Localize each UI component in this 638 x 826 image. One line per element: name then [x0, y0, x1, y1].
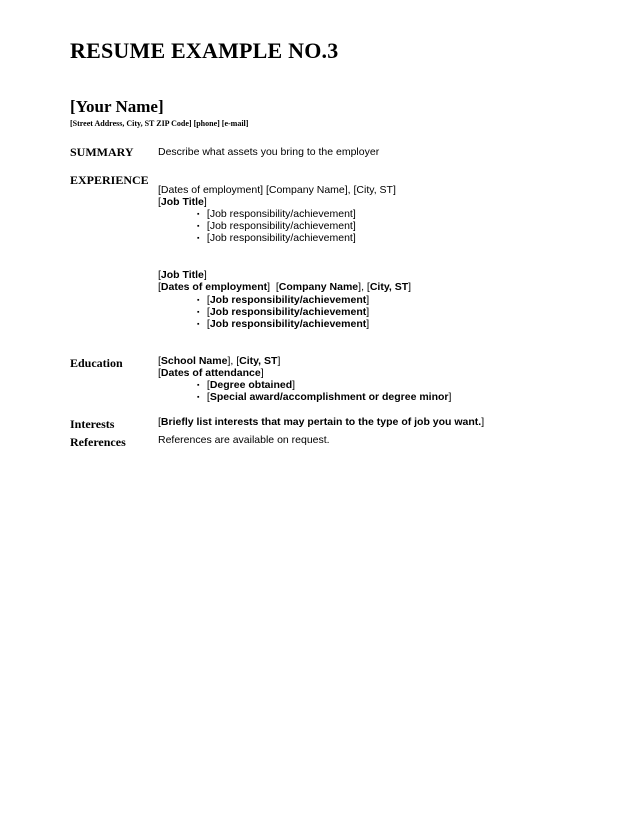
school-name: School Name	[160, 355, 228, 367]
job1-bullet-text: [Job responsibility/achievement]	[206, 220, 356, 232]
job2-company: Company Name	[278, 281, 359, 293]
school-city: City, ST	[239, 355, 278, 367]
education-dates: Dates of attendance	[160, 367, 261, 379]
job2-dates-line: [Dates of employment] [Company Name], [City, ST]	[158, 281, 412, 293]
bullet-icon: ▪	[197, 394, 200, 401]
job2-bullet: ▪ [Job responsibility/achievement]	[197, 294, 370, 306]
references-label: References	[70, 435, 126, 449]
job1-bullet	[197, 220, 356, 232]
summary-label: SUMMARY	[70, 145, 134, 159]
job2-dates: Dates of employment	[160, 281, 268, 293]
references-text: References are available on request.	[158, 434, 330, 446]
bullet-icon: ▪	[197, 382, 200, 389]
job2-city: City, ST	[369, 281, 409, 293]
interests-label: Interests	[70, 417, 115, 431]
job2-bullet-text: Job responsibility/achievement	[209, 306, 367, 318]
summary-text: Describe what assets you bring to the employer	[158, 146, 380, 158]
job1-bullet-text: [Job responsibility/achievement]	[206, 208, 356, 220]
special-award: Special award/accomplishment or degree minor	[209, 391, 449, 403]
bullet-icon: ▪	[197, 235, 200, 242]
job2-bullet: ▪ [Job responsibility/achievement]	[197, 318, 370, 330]
bullet-icon: ▪	[197, 309, 200, 316]
bullet-icon: ▪	[197, 211, 200, 218]
job1-title-line	[158, 196, 207, 208]
job2-bullet: ▪ [Job responsibility/achievement]	[197, 306, 370, 318]
education-dates-line: [Dates of attendance]	[158, 367, 264, 379]
job1-bullet	[197, 208, 356, 220]
job1-title: Job Title	[160, 196, 204, 208]
resume-title: RESUME EXAMPLE NO.3	[70, 38, 339, 63]
job2-bullet-text: Job responsibility/achievement	[209, 294, 367, 306]
degree-obtained: Degree obtained	[209, 379, 293, 391]
bracket-close: ]	[203, 196, 207, 208]
interests-text-line: [Briefly list interests that may pertain to the type of job you want.]	[158, 416, 485, 428]
job2-title: Job Title	[160, 269, 204, 281]
education-bullet: ▪ [Special award/accomplishment or degree minor]	[197, 391, 452, 403]
bullet-icon: ▪	[197, 321, 200, 328]
job1-bullet-text: [Job responsibility/achievement]	[206, 232, 356, 244]
job2-title-line: [Job Title]	[158, 269, 207, 281]
job1-bullet	[197, 232, 356, 244]
contact-line: [Street Address, City, ST ZIP Code] [phone] [e-mail]	[70, 119, 249, 128]
experience-label: EXPERIENCE	[70, 173, 149, 187]
bullet-icon: ▪	[197, 297, 200, 304]
education-bullet: ▪ [Degree obtained]	[197, 379, 296, 391]
bracket-open: [	[158, 196, 161, 208]
education-label: Education	[70, 356, 123, 370]
job1-dates-line: [Dates of employment] [Company Name], [City, ST]	[158, 184, 396, 196]
your-name: [Your Name]	[70, 97, 164, 116]
interests-text: Briefly list interests that may pertain to the type of job you want.	[160, 416, 482, 428]
job2-bullet-text: Job responsibility/achievement	[209, 318, 367, 330]
education-school-line: [School Name], [City, ST]	[158, 355, 281, 367]
bullet-icon: ▪	[197, 223, 200, 230]
